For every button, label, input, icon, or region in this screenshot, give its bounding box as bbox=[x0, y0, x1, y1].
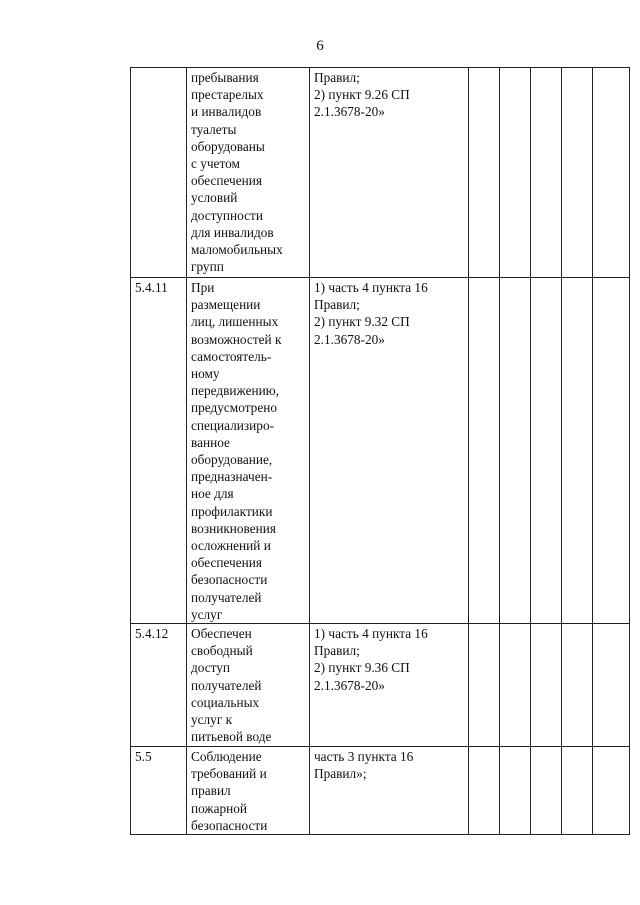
requirement-cell bbox=[187, 747, 310, 835]
requirement-line: социальных bbox=[191, 694, 260, 710]
requirement-line: ному bbox=[191, 366, 220, 382]
table-row bbox=[131, 747, 630, 835]
item-number-cell: 5.4.11 bbox=[131, 278, 187, 624]
check-cell bbox=[469, 624, 500, 747]
requirement-line: ванное bbox=[191, 434, 230, 450]
check-cell bbox=[593, 278, 630, 624]
table-row bbox=[131, 278, 630, 624]
requirement-line: групп bbox=[191, 259, 224, 275]
requirement-line: безопасности bbox=[191, 572, 268, 588]
requirement-line: лиц, лишенных bbox=[191, 314, 279, 330]
requirement-line: оборудованы bbox=[191, 138, 265, 154]
requirement-line: доступности bbox=[191, 207, 263, 223]
requirement-line: питьевой воде bbox=[191, 729, 272, 745]
requirement-line: предусмотрено bbox=[191, 400, 277, 416]
item-number-cell: 5.5 bbox=[131, 747, 187, 835]
checklist-table bbox=[130, 67, 630, 835]
requirement-line: свободный bbox=[191, 643, 253, 659]
reference-cell bbox=[310, 747, 469, 835]
check-cell bbox=[531, 624, 562, 747]
requirement-line: доступ bbox=[191, 660, 231, 676]
reference-line: 2) пункт 9.36 СП bbox=[314, 660, 410, 676]
requirement-line: получателей bbox=[191, 677, 262, 693]
check-cell bbox=[531, 68, 562, 278]
check-cell bbox=[500, 747, 531, 835]
table-row bbox=[131, 68, 630, 278]
requirement-line: пожарной bbox=[191, 800, 248, 816]
check-cell bbox=[469, 278, 500, 624]
reference-line: 2) пункт 9.26 СП bbox=[314, 87, 410, 103]
table-row bbox=[131, 624, 630, 747]
requirement-line: обеспечения bbox=[191, 555, 262, 571]
reference-line: часть 3 пункта 16 bbox=[314, 749, 414, 765]
requirement-line: передвижению, bbox=[191, 383, 279, 399]
check-cell bbox=[469, 68, 500, 278]
item-number-cell: 5.4.12 bbox=[131, 624, 187, 747]
check-cell bbox=[593, 624, 630, 747]
requirement-line: с учетом bbox=[191, 156, 240, 172]
check-cell bbox=[562, 747, 593, 835]
check-cell bbox=[500, 68, 531, 278]
requirement-line: и инвалидов bbox=[191, 104, 262, 120]
reference-line: 2.1.3678-20» bbox=[314, 104, 385, 120]
table-body bbox=[131, 68, 630, 835]
check-cell bbox=[562, 624, 593, 747]
requirement-line: специализиро- bbox=[191, 417, 275, 433]
requirement-line: безопасности bbox=[191, 817, 268, 833]
reference-cell bbox=[310, 624, 469, 747]
requirement-line: обеспечения bbox=[191, 173, 262, 189]
reference-line: Правил; bbox=[314, 643, 360, 659]
requirement-line: пребывания bbox=[191, 70, 259, 85]
check-cell bbox=[562, 68, 593, 278]
reference-cell bbox=[310, 278, 469, 624]
requirement-line: предназначен- bbox=[191, 469, 273, 485]
requirement-line: престарелых bbox=[191, 87, 264, 103]
requirement-cell bbox=[187, 68, 310, 278]
requirement-line: самостоятель- bbox=[191, 348, 272, 364]
requirement-line: правил bbox=[191, 783, 231, 799]
reference-line: 2.1.3678-20» bbox=[314, 677, 385, 693]
check-cell bbox=[500, 624, 531, 747]
requirement-line: получателей bbox=[191, 589, 262, 605]
reference-line: 1) часть 4 пункта 16 bbox=[314, 280, 428, 295]
check-cell bbox=[531, 747, 562, 835]
check-cell bbox=[593, 68, 630, 278]
requirement-line: оборудование, bbox=[191, 452, 273, 468]
page-number: 6 bbox=[316, 38, 324, 54]
requirement-line: профилактики bbox=[191, 503, 273, 519]
item-number-cell bbox=[131, 68, 187, 278]
requirement-cell bbox=[187, 278, 310, 624]
requirement-line: Обеспечен bbox=[191, 626, 252, 642]
reference-line: 2.1.3678-20» bbox=[314, 331, 385, 347]
requirement-cell bbox=[187, 624, 310, 747]
reference-line: 1) часть 4 пункта 16 bbox=[314, 626, 428, 642]
check-cell bbox=[500, 278, 531, 624]
reference-line: Правил; bbox=[314, 297, 360, 313]
requirement-line: возникновения bbox=[191, 520, 276, 536]
reference-line: Правил; bbox=[314, 70, 360, 85]
requirement-line: услуг bbox=[191, 606, 223, 622]
requirement-line: туалеты bbox=[191, 121, 237, 137]
requirement-line: Соблюдение bbox=[191, 749, 262, 765]
requirement-line: услуг к bbox=[191, 712, 233, 728]
requirement-line: размещении bbox=[191, 297, 261, 313]
requirement-line: требований и bbox=[191, 766, 267, 782]
requirement-line: условий bbox=[191, 190, 238, 206]
requirement-line: При bbox=[191, 280, 215, 295]
requirement-line: возможностей к bbox=[191, 331, 282, 347]
check-cell bbox=[593, 747, 630, 835]
requirement-line: ное для bbox=[191, 486, 234, 502]
reference-cell bbox=[310, 68, 469, 278]
requirement-line: осложнений и bbox=[191, 538, 271, 554]
check-cell bbox=[469, 747, 500, 835]
requirement-line: маломобильных bbox=[191, 242, 283, 258]
check-cell bbox=[531, 278, 562, 624]
reference-line: 2) пункт 9.32 СП bbox=[314, 314, 410, 330]
reference-line: Правил»; bbox=[314, 766, 367, 782]
check-cell bbox=[562, 278, 593, 624]
requirement-line: для инвалидов bbox=[191, 224, 274, 240]
